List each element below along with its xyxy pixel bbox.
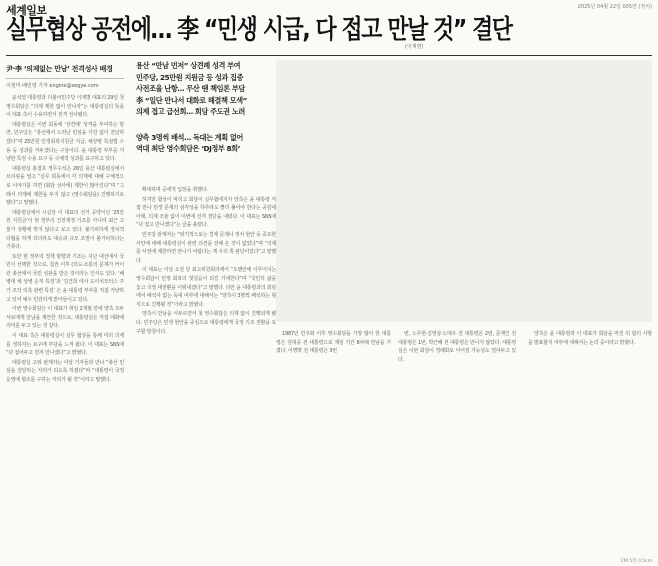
deck-line: 민주당, 25만원 지원금 등 성과 집중 bbox=[136, 72, 244, 82]
blank-area bbox=[276, 60, 652, 322]
paragraph: 이 대표는 이날 오전 당 최고위원회의에서 “오랜만에 이루어지는 영수회담이 민생 회복의 첫걸음이 되길 기대한다”며 “국민의 삶을 놓고 국정 대전환을 이뤄내겠다”고 말했다. 다만 윤 대통령과의 회담에서 배석자 없는 독대 여부에 대해서는 “양측이 3명씩 배석하는 형식으로 진행될 것”이라고 밝혔다. bbox=[136, 267, 276, 308]
paragraph: 이번 영수회담은 이 대표가 취임 2개월 만에 양측 모두 서로에게 만남을 제안한 것으로, 대통령실은 직접 대화에 의미를 두고 있는 것 같다. bbox=[6, 306, 124, 330]
photo-credit: (이재명) bbox=[405, 44, 424, 50]
paragraph: 대통령실 고위 관계자는 이날 기자들과 만나 “총선 민심을 전달하는 자리가 되도록 하겠다”며 “대통령이 국정운영에 협조를 구하는 자리가 될 것”이라고 말했다. bbox=[6, 359, 124, 383]
paragraph: 양측이 만남을 서두르면서 첫 영수회담은 의제 없이 진행되게 됐다. 민주당은 민생 현안을 중심으로 대통령에게 국정 기조 전환을 요구할 방침이다. bbox=[136, 311, 276, 335]
deck-summary bbox=[136, 60, 276, 155]
paragraph: 대통령실은 이번 회동에 ‘상견례’ 성격을 부여하는 방면, 민주당은 “총선에서 드러난 민심을 가감 없이 전달하겠다”며 25만원 민생회복지원금 지급, 채상병 특검법 수용 등 성과를 거두겠다는 구상이다. 윤 대통령 부부를 겨냥한 특검 수용 요구 등 구체적 성과를 요구하고 있다. bbox=[6, 121, 124, 163]
paragraph: 또한 현 정부의 정책 방향과 기조는 지난 대선에서 국민이 선택한 것으로, 집권 이후 (의도·소통의 문제가 커이런 총선에서 국민 심판을 받은 것이라는 인식도 있다. ‘해병대 채 상병 순직 특검’과 ‘김건희 여사 도이치모터스 주가 조작 의혹 관련 특검’ 은 윤 대통령 부부를 직접 겨냥하고 있어 예우 민감하게 받아들이고 있다. bbox=[6, 253, 124, 303]
subhead: 尹·李 ‘의제없는 만남’ 전격성사 배경 bbox=[6, 65, 113, 73]
paragraph: 대통령실 홍철호 정무수석은 26일 용산 대통령실에서 브리핑을 열고 “실무 회동에서 각 의제에 대해 구체적으로 이야기를 하면 (회담 성사에) 제한이 많아진다”며 “그래서 의제에 제한을 두지 않고 (영수회담을) 진행하기로 했다”고 말했다. bbox=[6, 165, 124, 207]
headline: 실무협상 공전에… 李 “민생 시급, 다 접고 만날 것” 결단 bbox=[6, 15, 512, 45]
deck-line: 사전조율 난항… 무산 땐 책임론 부담 bbox=[136, 84, 245, 93]
deck-line: 李 “일단 만나서 대화로 해결책 모색” bbox=[136, 95, 248, 105]
paragraph: 민주당 관계자는 “위기적으로는 경제 문제나 정치 현안 등 중요한 사안에 대해 대통령실이 관련 의견을 전해 온 것이 없었다”며 “의제를 사전에 제한하면 만나기 어렵다는 게 우리 쪽 판단이었다”고 말했다. bbox=[136, 231, 276, 264]
headline-divider bbox=[6, 55, 652, 56]
deck-line: 역대 최단 영수회담은 ‘DJ정부 8회’ bbox=[136, 144, 241, 153]
byline: 이현미·배민영 기자 engine@segye.com bbox=[6, 83, 99, 89]
article-column-2 bbox=[136, 186, 276, 536]
article-column-3 bbox=[276, 330, 391, 380]
paragraph: 확대하며 공세적 입장을 취했다. bbox=[142, 187, 208, 193]
deck-line: 의제 접고 급선회… 회담 주도권 노려 bbox=[136, 107, 245, 116]
paragraph: 하지만 협상이 막히고 회담이 실무협에지자 양측은 윤 대통령 직접 만나 민생 문제의 심각성을 하루라도 빨리 풀어야 한다는 공감대 아래, 의제 조율 없이 이번에 전격 결단을 내렸다. 이 대표는 SNS에 “다 접고 만나겠다”는 글을 올렸다. bbox=[136, 196, 276, 229]
paragraph: 양측은 윤 대통령과 이 대표가 회담을 마친 뒤 합의 사항을 발표할지 여부에 대해서는 논의 중이라고 밝혔다. bbox=[528, 331, 652, 346]
deck-line: 양측 3명씩 배석… 독대는 계획 없어 bbox=[136, 132, 243, 142]
byline-divider bbox=[6, 78, 124, 79]
article-column-5 bbox=[528, 330, 652, 380]
article-column-4 bbox=[398, 330, 516, 380]
paragraph: 이 대표 측은 대통령실이 실무 협상을 통해 미리 의제를 정하자는 요구에 부담을 느껴 왔다. 이 대표는 SNS에 “다 접어두고 먼저 만나겠다”고 밝혔다. bbox=[6, 333, 124, 357]
paper-name: 세계일보 bbox=[6, 4, 47, 17]
footer-mark: CM 5면 0 5cm bbox=[620, 559, 652, 564]
paragraph: 대통령실에서 시실상 이 대표의 선거 공약이던 ‘25만원 지원금’이 현 정부의 건전재정 기조를 아니라 최근 고물가 상황에 맞지 않다고 보고 있다. 불가피하게 정치적 타협을 하게 되더라도 대승과 규모 조절이 불가피하다는 기류다. bbox=[6, 209, 124, 251]
deck-line: 용산 “만남 먼저” 상견례 성격 부여 bbox=[136, 61, 241, 70]
paragraph: 번, 노무현·김영삼·노태우 전 대통령은 2번, 문재인 전 대통령은 1번, 박근혜 전 대통령은 만나지 않았다. 대통령실은 이번 회담이 정례화로 이어질 가능성도 열어두고 있다. bbox=[398, 331, 516, 363]
paragraph: 1987년 민주화 이후 영수회담을 가장 많이 한 대통령은 김대중 전 대통령으로 재임 기간 8차례 만남을 가졌다. 이명박 전 대통령은 3번 bbox=[276, 331, 391, 355]
masthead bbox=[6, 2, 652, 17]
article-column-1 bbox=[6, 94, 124, 560]
paragraph: 윤석열 대통령과 더불어민주당 이재명 대표의 29일 첫 영수회담은 “의제 제한 없이 만나자”는 대통령실의 뜻을 이 대표 측이 수용하면서 전격 성사됐다. bbox=[6, 95, 124, 119]
deck-gap bbox=[136, 118, 276, 132]
dateline: 2025년 04월 22일 005면 (정치) bbox=[577, 4, 652, 10]
